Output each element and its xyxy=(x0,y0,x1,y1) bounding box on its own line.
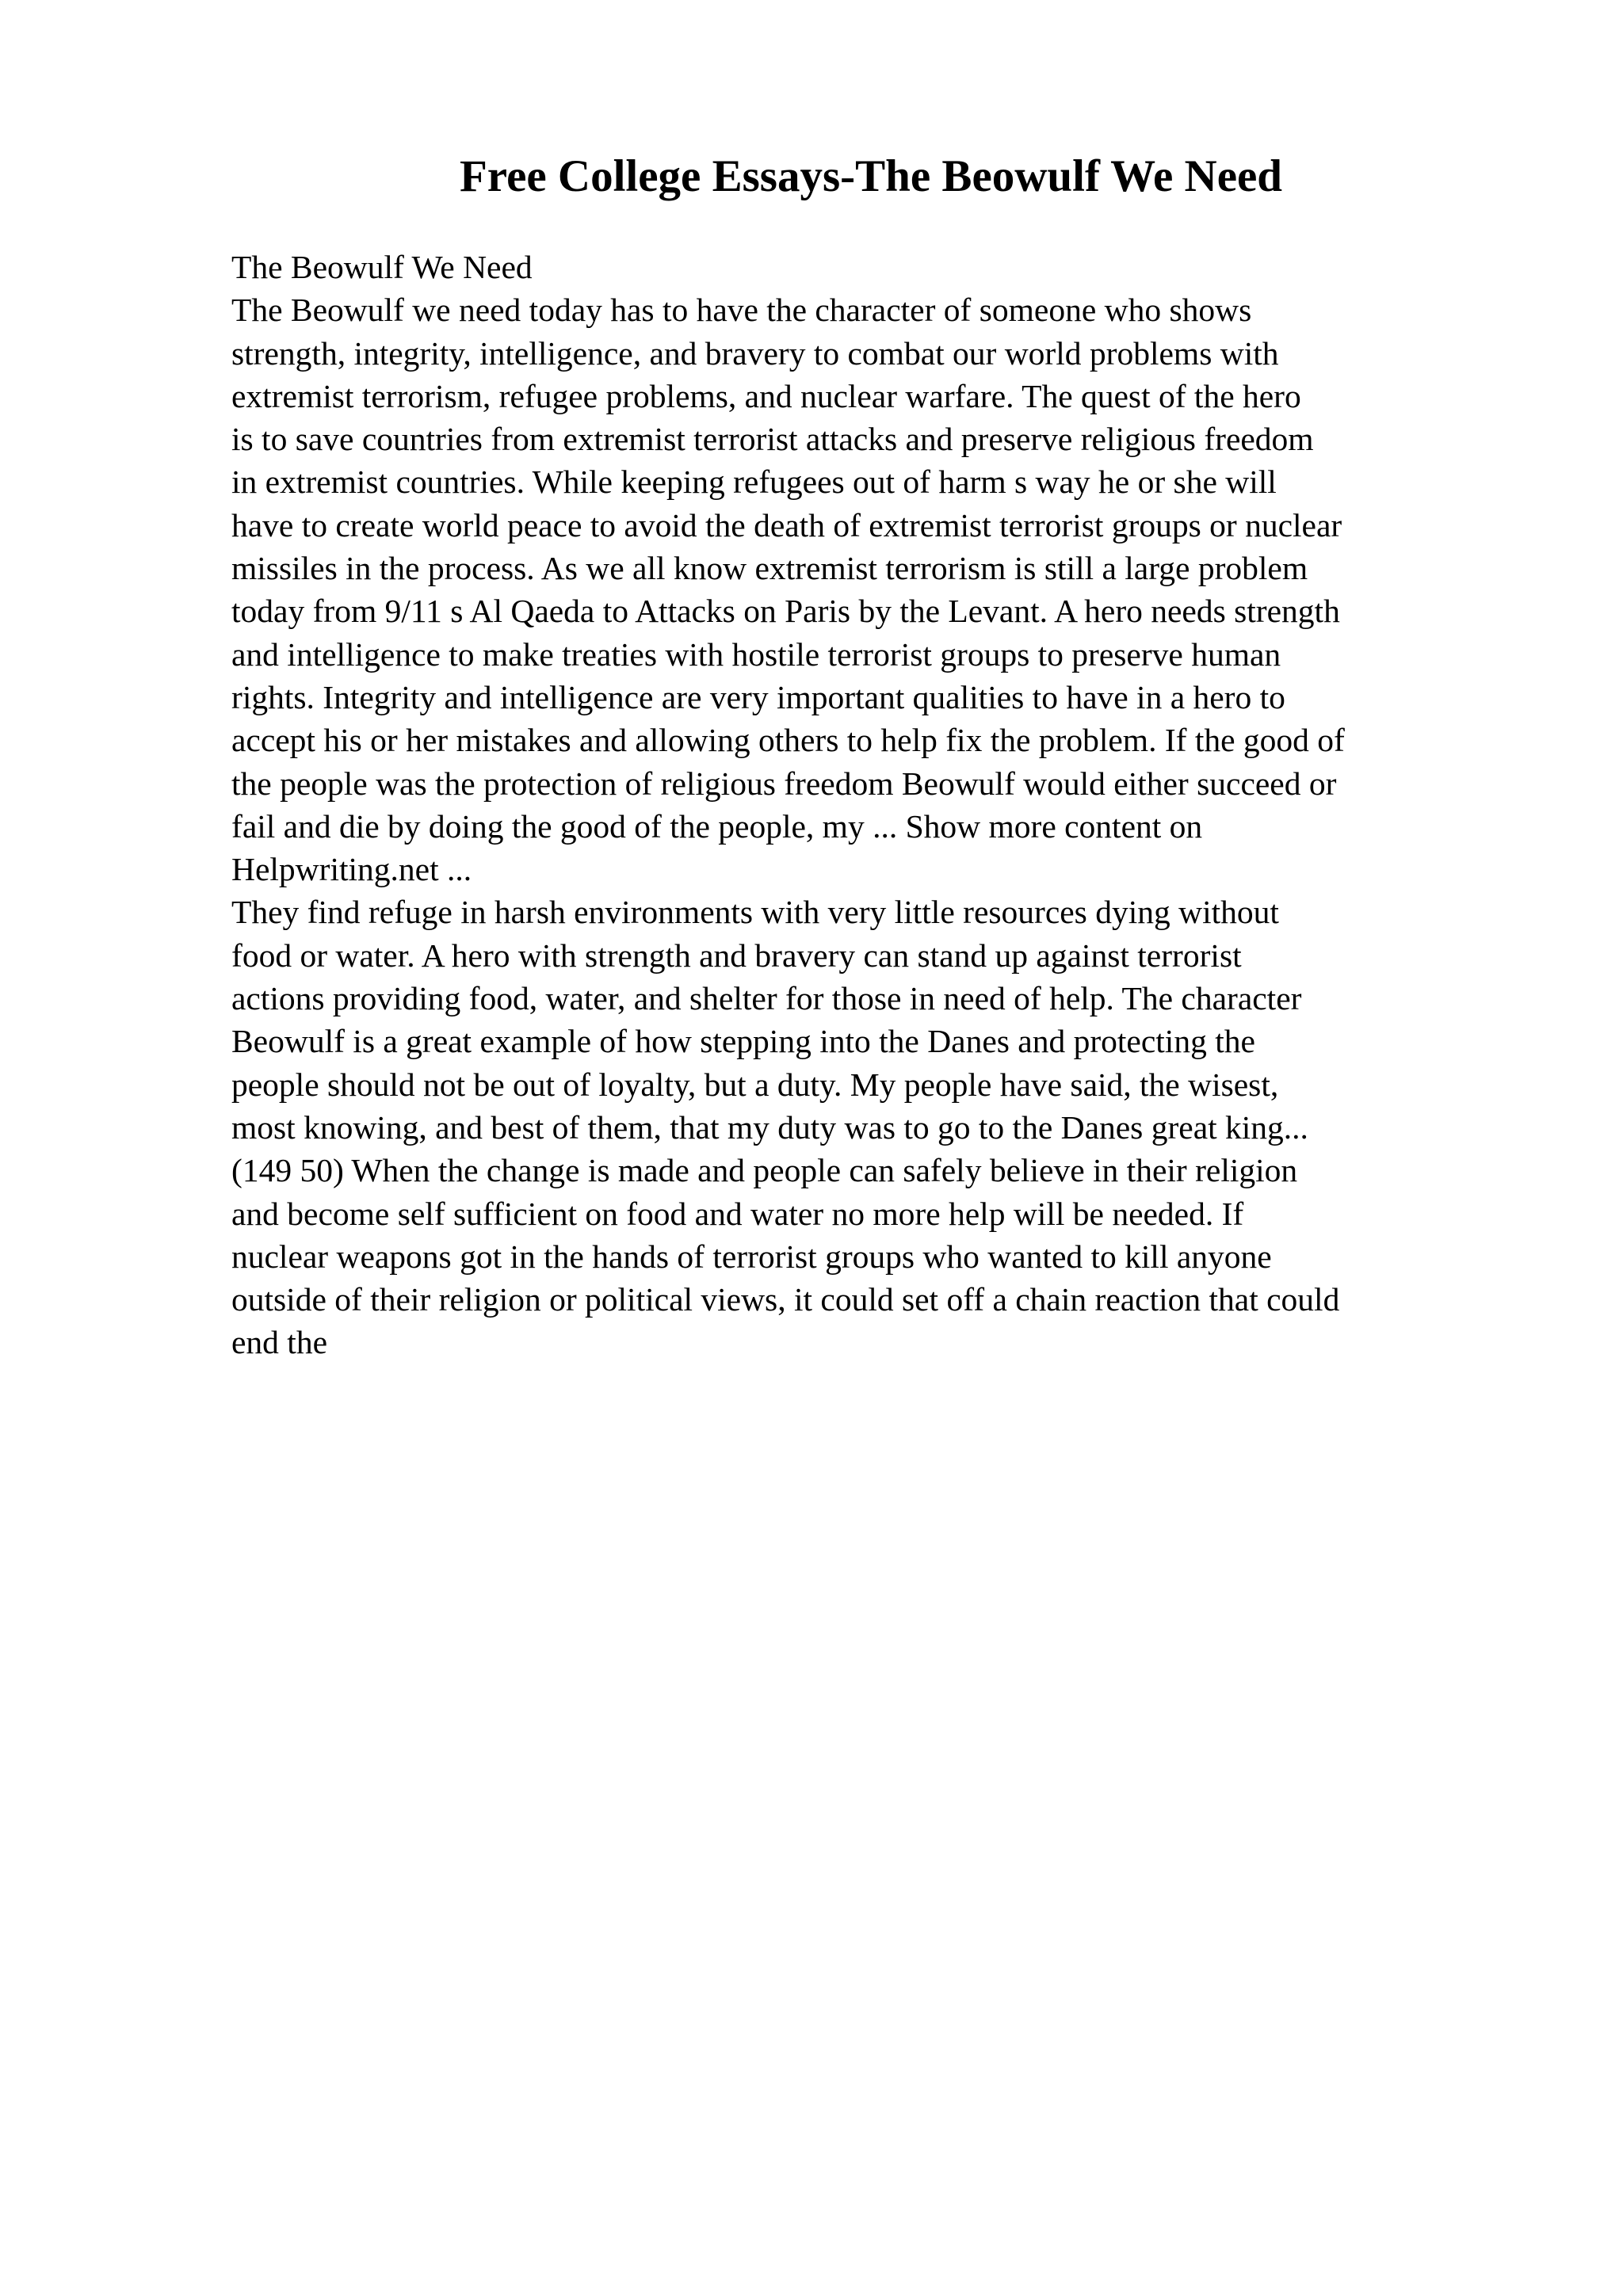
essay-line: outside of their religion or political views, it could set off a chain reaction that could xyxy=(231,1281,1340,1318)
essay-line: rights. Integrity and intelligence are very important qualities to have in a hero to xyxy=(231,678,1285,715)
essay-line: in extremist countries. While keeping refugees out of harm s way he or she will xyxy=(231,463,1277,501)
essay-line: fail and die by doing the good of the people, my ... Show more content on xyxy=(231,807,1203,845)
essay-line: have to create world peace to avoid the death of extremist terrorist groups or nuclear xyxy=(231,506,1342,543)
essay-line: accept his or her mistakes and allowing others to help fix the problem. If the good of xyxy=(231,722,1345,759)
essay-line: today from 9/11 s Al Qaeda to Attacks on Paris by the Levant. A hero needs strength xyxy=(231,593,1340,630)
essay-line: They find refuge in harsh environments with very little resources dying without xyxy=(231,894,1279,931)
essay-line: food or water. A hero with strength and bravery can stand up against terrorist xyxy=(231,936,1242,974)
essay-line: people should not be out of loyalty, but a duty. My people have said, the wisest, xyxy=(231,1066,1279,1103)
essay-line: and intelligence to make treaties with hostile terrorist groups to preserve human xyxy=(231,635,1281,673)
essay-line: end the xyxy=(231,1324,327,1361)
essay-line: missiles in the process. As we all know extremist terrorism is still a large problem xyxy=(231,550,1308,587)
essay-line: Helpwriting.net ... xyxy=(231,851,472,888)
essay-line: The Beowulf we need today has to have the character of someone who shows xyxy=(231,292,1252,329)
essay-line: and become self sufficient on food and water no more help will be needed. If xyxy=(231,1195,1244,1232)
essay-line: The Beowulf We Need xyxy=(231,249,533,285)
essay-line: nuclear weapons got in the hands of terrorist groups who wanted to kill anyone xyxy=(231,1238,1272,1275)
essay-line: actions providing food, water, and shelter for those in need of help. The character xyxy=(231,980,1302,1017)
essay-line: strength, integrity, intelligence, and bravery to combat our world problems with xyxy=(231,334,1279,372)
essay-line: the people was the protection of religious freedom Beowulf would either succeed or xyxy=(231,765,1337,802)
essay-line: (149 50) When the change is made and people can safely believe in their religion xyxy=(231,1152,1298,1189)
essay-line: extremist terrorism, refugee problems, and nuclear warfare. The quest of the hero xyxy=(231,377,1301,414)
document-title: Free College Essays-The Beowulf We Need xyxy=(459,151,1283,201)
essay-body xyxy=(231,246,1594,1364)
essay-line: is to save countries from extremist terrorist attacks and preserve religious freedom xyxy=(231,421,1314,458)
essay-line: Beowulf is a great example of how stepping into the Danes and protecting the xyxy=(231,1023,1255,1060)
essay-line: most knowing, and best of them, that my duty was to go to the Danes great king... xyxy=(231,1108,1308,1146)
